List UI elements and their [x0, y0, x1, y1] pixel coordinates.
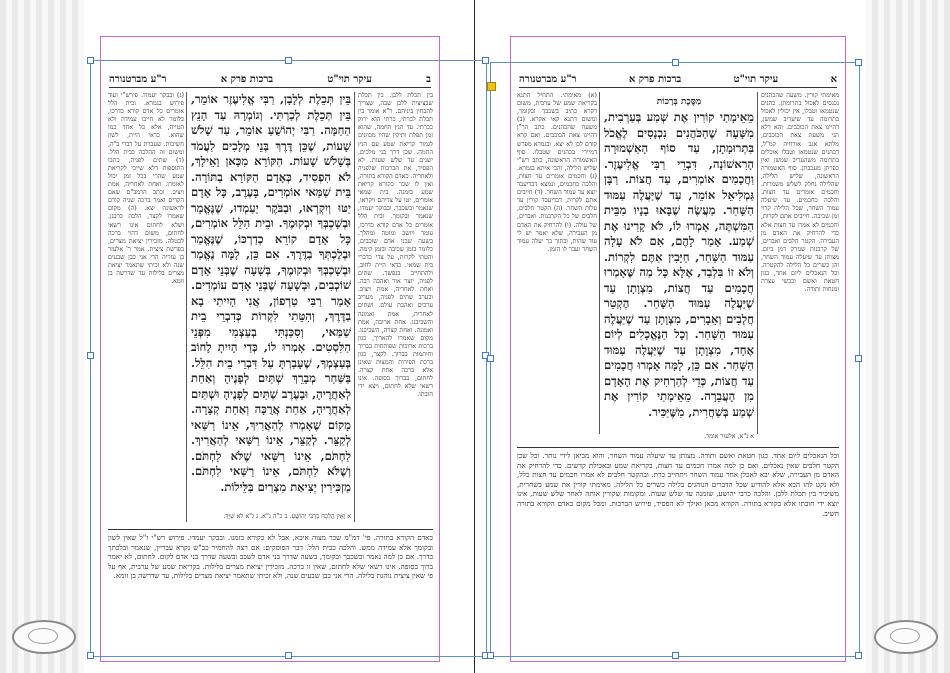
ornament-icon — [12, 620, 76, 654]
header-commentator: ר"ע מברטנורה — [109, 73, 167, 85]
ornament-icon — [874, 620, 938, 654]
resize-handle[interactable] — [87, 352, 94, 359]
resize-handle[interactable] — [487, 652, 494, 659]
commentary-column-right: מאימתי קורין. משעה שהכהנים נכנסים לאכול בתרומתן. כהנים שנטמאו וטבלו, אין יכולין לאכול בתרומה עד שיעריב שמשן, דהיינו צאת הכוכבים. והא דלא תני משעת צאת הכוכבים, מלתא אגב אורחיה קמ"ל, דכהנים שנטמאו וטבלו אוכלים בתרומה משהעריב שמשן ואין כפרתן מעכבתן. סוף האשמורה הראשונה, שליש הלילה, שהלילה נחלק לשלש משמרות. וחכמים אומרים עד חצות. והלכה כחכמים. עד שיעלה עמוד השחר, שכל הלילה קרוי זמן שכיבה. חייבים אתם לקרות, וחכמים לא אמרו עד חצות אלא כדי להרחיק את האדם מן העבירה. הקטר חלבים ואברים, של קרבנות שנזרק דמן ביום. מצותן עד שיעלה עמוד השחר, והן כשרים כל הלילה להקטרה. וכל הנאכלים ליום אחד, כגון חטאת ואשם וכבשי עצרת ומנחות ותודה. — [761, 92, 839, 294]
text-frame-selection[interactable] — [490, 62, 860, 657]
header-page-letter: א — [830, 73, 837, 85]
commentary-column-right: בין תכלת ללבן. בין תכלת שבציצית ללבן שבה, שצריך להבחין ביניהם. ר"א אומר בין תכלת לכרתי, כרתי הוא ירוק ככרתי. עד הנץ החמה, שהוא זמן תפלת ותיקין שהיו מכוונים לגמור קריאת שמע עם הנץ החמה. שכן דרך בני מלכים, ישנים עד שלש שעות. לא הפסיד, את הברכות שלפניה ולאחריה. כאדם הקורא בתורה, ואין לו שכר כקורא קריאת שמע בזמנה. בית שמאי אומרים, יטו על צדיהם ויקראו, שנאמר ובשכבך. ובבוקר יעמדו, שנאמר ובקומך. ובית הלל אומרים כל אדם קורא כדרכו, עומד ויושב ומוטה ומהלך. בשעה שבני אדם שוכבים, כלומר בזמן שכיבה ובזמן קימה. והטתי לקרות, על צדי כדברי בית שמאי. כדאי היית לחוב, ולהתחייב בנפשך. שתים לפניה, יוצר אור ואהבה רבה. ואחת לאחריה, אמת ויציב. ובערב שתים לפניה, מעריב ערבים ואהבת עולם. ושתים לאחריה, אמת ואמונה והשכיבנו. אחת ארוכה, אמת ואמונה. ואחת קצרה, השכיבנו. מקום שאמרו להאריך, כגון ברכות ארוכות שפותחות בברוך וחותמות בברוך. לקצר, כגון ברכת הפירות והמצות שאינן אלא ברכה אחת קצרה. לחתום, בברוך בסופה. אינו רשאי שלא לחתום, ויצא ידי חובתו. — [358, 92, 433, 399]
mishnah-main-text: מֵאֵימָתַי קוֹרִין אֶת שְׁמַע בְּעַרְבִית, מִשָּׁעָה שֶׁהַכֹּהֲנִים נִכְנָסִים לֶאֱכֹל בִּתְרוּמָתָן, עַד סוֹף הָאַשְׁמוּרָה הָרִאשׁוֹנָה, דִּבְרֵי רַבִּי אֱלִיעֶזֶר. וַחֲכָמִים אוֹמְרִים, עַד חֲצוֹת. רַבָּן גַּמְלִיאֵל אוֹמֵר, עַד שֶׁיַּעֲלֶה עַמּוּד הַשָּׁחַר. מַעֲשֶׂה שֶׁבָּאוּ בָנָיו מִבֵּית הַמִּשְׁתֶּה, אָמְרוּ לוֹ, לֹא קָרִינוּ אֶת שְׁמַע. אָמַר לָהֶם, אִם לֹא עָלָה עַמּוּד הַשַּׁחַר, חַיָּבִין אַתֶּם לִקְרוֹת. וְלֹא זוֹ בִּלְבַד, אֶלָּא כָּל מַה שֶּׁאָמְרוּ חֲכָמִים עַד חֲצוֹת, מִצְוָתָן עַד שֶׁיַּעֲלֶה עַמּוּד הַשָּׁחַר. הֶקְטֵר חֲלָבִים וְאֵבָרִים, מִצְוָתָן עַד שֶׁיַּעֲלֶה עַמּוּד הַשָּׁחַר. וְכָל הַנֶּאֱכָלִים לְיוֹם אֶחָד, מִצְוָתָן עַד שֶׁיַּעֲלֶה עַמּוּד הַשָּׁחַר. אִם כֵּן, לָמָּה אָמְרוּ חֲכָמִים עַד חֲצוֹת, כְּדֵי לְהַרְחִיק אֶת הָאָדָם מִן הָעֲבֵרָה. מֵאֵימָתַי קוֹרִין אֶת שְׁמַע בְּשַׁחֲרִית, מִשֶּׁיַּכִּיר. — [604, 110, 754, 419]
header-commentary-name: עיקר תוי"ט — [327, 73, 372, 85]
resize-handle[interactable] — [87, 57, 94, 64]
header-chapter-title: ברכות פרק א — [220, 73, 274, 85]
tractate-title: מַסֶּכֶת בְּרָכוֹת — [656, 97, 702, 107]
header-page-letter: ב — [426, 73, 431, 85]
mishnah-main-text: בֵּין תְּכֵלֶת לְלָבָן, רַבִּי אֱלִיעֶזֶר אוֹמֵר, בֵּין תְּכֵלֶת לְכַרְתִּי. וְגוֹמְרָהּ עַד הָנֵץ הַחַמָּה. רַבִּי יְהוֹשֻׁעַ אוֹמֵר, עַד שָׁלֹשׁ שָׁעוֹת, שֶׁכֵּן דֶּרֶךְ בְּנֵי מְלָכִים לַעֲמֹד בְּשָׁלֹשׁ שָׁעוֹת. הַקּוֹרֵא מִכָּאן וָאֵילָךְ, לֹא הִפְסִיד, כְּאָדָם הַקּוֹרֵא בַתּוֹרָה. בֵּית שַׁמַּאי אוֹמְרִים, בָּעֶרֶב, כָּל אָדָם יַטּוּ וְיִקְרְאוּ, וּבַבֹּקֶר יַעַמְדוּ, שֶׁנֶּאֱמַר וּבְשָׁכְבְּךָ וּבְקוּמֶךָ. וּבֵית הִלֵּל אוֹמְרִים, כָּל אָדָם קוֹרֵא כְדַרְכּוֹ, שֶׁנֶּאֱמַר וּבְלֶכְתְּךָ בַדֶּרֶךְ. אִם כֵּן, לָמָּה נֶאֱמַר וּבְשָׁכְבְּךָ וּבְקוּמֶךָ, בְּשָׁעָה שֶׁבְּנֵי אָדָם שׁוֹכְבִים, וּבְשָׁעָה שֶׁבְּנֵי אָדָם עוֹמְדִים. אָמַר רַבִּי טַרְפוֹן, אֲנִי הָיִיתִי בָא בַדֶּרֶךְ, וְהִטֵּתִי לִקְרוֹת כְּדִבְרֵי בֵית שַׁמַּאי, וְסִכַּנְתִּי בְעַצְמִי מִפְּנֵי הַלִּסְטִים. אָמְרוּ לוֹ, כְּדַי הָיִיתָ לָחוֹב בְּעַצְמְךָ, שֶׁעָבַרְתָּ עַל דִּבְרֵי בֵית הִלֵּל. בַּשַּׁחַר מְבָרֵךְ שְׁתַּיִם לְפָנֶיהָ וְאַחַת לְאַחֲרֶיהָ, וּבָעֶרֶב שְׁתַּיִם לְפָנֶיהָ וּשְׁתַּיִם לְאַחֲרֶיהָ, אַחַת אֲרֻכָּה וְאַחַת קְצָרָה. מָקוֹם שֶׁאָמְרוּ לְהַאֲרִיךְ, אֵינוֹ רַשַּׁאי לְקַצֵּר. לְקַצֵּר, אֵינוֹ רַשַּׁאי לְהַאֲרִיךְ. לַחְתֹּם, אֵינוֹ רַשַּׁאי שֶׁלֹּא לַחְתֹּם. וְשֶׁלֹּא לַחְתֹּם, אֵינוֹ רַשַּׁאי לַחְתֹּם. מַזְכִּירִין יְצִיאַת מִצְרַיִם בַּלֵּילוֹת. — [191, 92, 351, 494]
header-commentary-name: עיקר תוי"ט — [733, 73, 779, 85]
resize-handle[interactable] — [285, 652, 292, 659]
resize-handle[interactable] — [87, 652, 94, 659]
resize-handle[interactable] — [672, 59, 679, 66]
resize-handle[interactable] — [487, 355, 494, 362]
frame-link-port-icon[interactable] — [487, 82, 496, 91]
resize-handle[interactable] — [285, 57, 292, 64]
bottom-commentary: כאדם הקורא בתורה. פי' דמ"מ שכר מצוה איכא, אבל לא כקורא בזמנו. ובבקר יעמדו. פירוש רש"י ז"ל שאין לשון ובקומך אלא עמידה ממש. והלכה כבית הלל. דבר הפוסקים: אם רצה להחמיר כב"ש נקרא עבריין, שנאמר ובלכתך בדרך. אם כן למה נאמר ובשכבך ובקומך, בשעה שדרך בני אדם לשכב ובשעה שדרך בני אדם לקום. לחתום, לא יאמר ברוך בסופה. אינו רשאי שלא לחתום, שאין זו ברכה. מזכירין יציאת מצרים בלילות. בקריאת שמע של ערבית, אף על פי שאין ציצית נוהגת בלילה. הרי אני כבן שבעים שנה, ולא זכיתי שתאמר יציאת מצרים בלילות, עד שדרשה בן זומא. — [108, 529, 433, 659]
left-page-edge-decoration — [0, 0, 84, 673]
header-commentator: ר"ע מברטנורה — [519, 73, 577, 85]
main-text-footnote: א וְאֵין הֲלָכָה כְּרַבִּי יְהוֹשֻׁעַ. ב כ"ה נ"א. ג ג"א לא שַׁיָּךְ. — [223, 513, 351, 520]
header-chapter-title: ברכות פרק א — [628, 73, 682, 85]
text-frame-selection[interactable] — [90, 60, 487, 657]
bottom-commentary: וכל הנאכלים ליום אחד. כגון חטאת ואשם ותודה. מצותן עד שיעלה עמוד השחר, והוא מביאן לידי נותר. וכל שכן הקטר חלבים שאין נאכלים. ואם כן למה אמרו חכמים עד חצות, בקריאת שמע ובאכילת קדשים. כדי להרחיק את האדם מן העבירה, שלא יבא לאכלן אחר עמוד השחר ויתחייב כרת. ובהקטר חלבים לא אמרו חכמים עד חצות כלל, ולא נקט להו הכא אלא להודיע שכל הדברים הנוהגים בלילה כשרים כל הלילה. מאימתי קורין את שמע בשחרית, משיכיר בין תכלת ללבן. והלכה כרבי יהושע, שזמנה עד שלש שעות. ומקומות שקורין אותה לאחר שלש שעות, אינו יוצא ידי חובתו אלא כקורא בתורה. הקורא מכאן ואילך לא הפסיד, פירוש הברכות. ומכל מקום כאדם הקורא בתורה חשיב. — [517, 447, 839, 659]
resize-handle[interactable] — [855, 355, 862, 362]
resize-handle[interactable] — [482, 57, 489, 64]
resize-handle[interactable] — [855, 59, 862, 66]
resize-handle[interactable] — [672, 652, 679, 659]
commentary-column-left: (א) מאימתי. התחיל התנא בקריאת שמע של ערבית, משום דקרא כתיב בשכבך ובקומך, ומשום דתנא קאי אקרא. (ב) משעה שהכהנים. כתב הר"ן דהיינו צאת הכוכבים. ואם קרא קודם לכן לא יצא. ובגמרא מפרש דמיירי בכהנים שטבלו. סוף האשמורה הראשונה, כתב רש"י שליש הלילה, והכי איתא בגמרא. (ג) וחכמים אומרים עד חצות, והלכה כחכמים, ונמצא דבדיעבד יוצא עד עמוד השחר. (ד) חייבים אתם לקרות, דבדיעבד קורין עד עלות השחר. (ה) הקטר חלבים, חלבים של כל הקרבנות. ואברים, של עולה. (ו) להרחיק את האדם מן העבירה, שלא יאמר יש לי עוד שהות, ובתוך כך יעלה עמוד השחר ועבר לו הזמן. — [517, 92, 597, 253]
right-page-edge-decoration — [866, 0, 950, 673]
commentary-column-left: (ג) ובבקר יעמדו. פירש"י ועוד פירוש בגמרא. ובית הלל אומרים כל אדם קורא כדרכו, כלומר לא חייבו עמידה ולא הטייה, אלא כל אחד כמו שהוא. כדאי היית, לשון חשיבות. שעברת על דברי ב"ה, ומשום זה ההלכה כבית הלל. (ד) שתים לפניה, כתבו התוספות דלא שייכי לקריאת שמע שהרי בכל זמן יכול לאומרן. ואחת לאחריה, אמת ויציב. וכתב הרמב"ם שאם הקדים ואמר ברכה שניה קודם לראשונה יצא. (ה) מקום שאמרו לקצר, הלכה כרבנן. ושלא לחתום אינו רשאי לחתום, משום דהוי ברכה לבטלה. מזכירין יציאת מצרים, בפרשת ציצית. אמר ר' אלעזר בן עזריה הרי אני כבן שבעים שנה ולא זכיתי שתאמר יציאת מצרים בלילות עד שדרשה בן זומא. — [108, 92, 184, 286]
resize-handle[interactable] — [855, 652, 862, 659]
main-text-footnote: א נ"א, אלעזר אומר. — [704, 433, 754, 440]
